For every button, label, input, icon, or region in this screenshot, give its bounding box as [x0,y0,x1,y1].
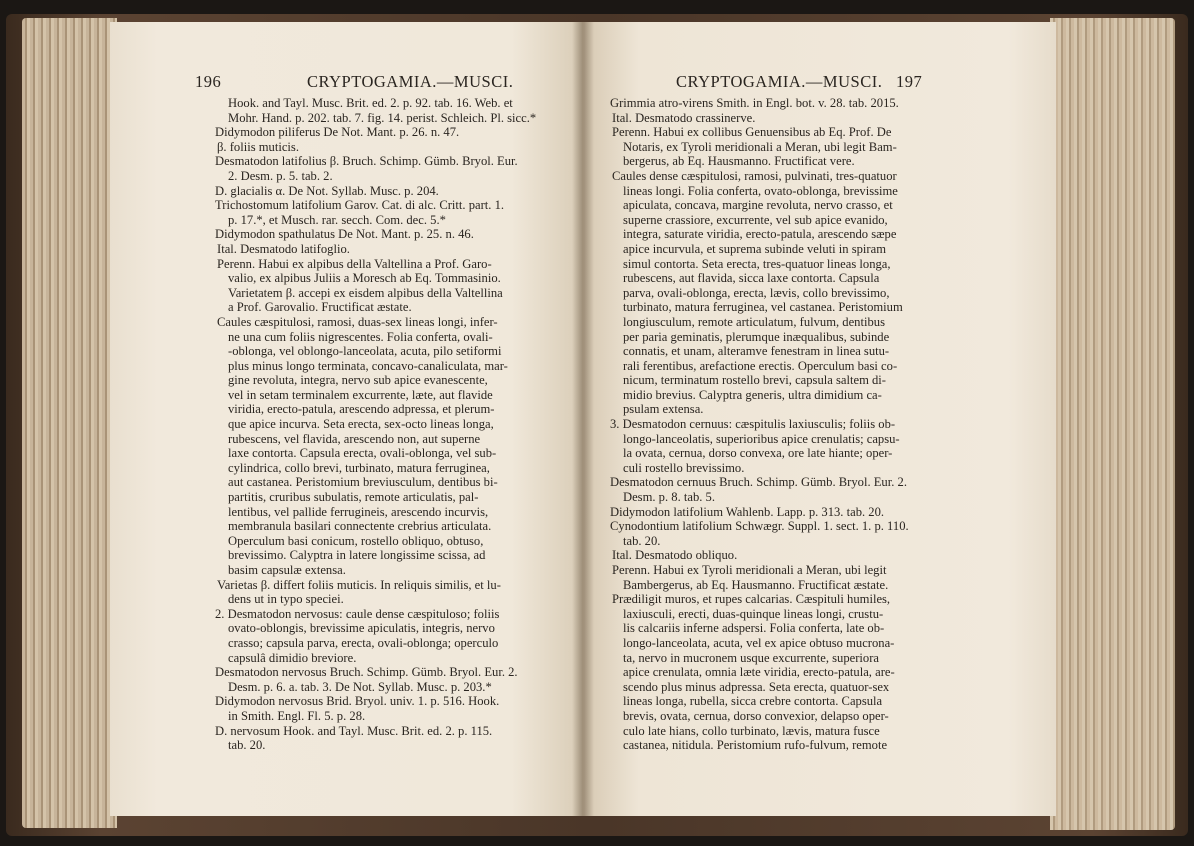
text-line: apice crenulata, omnia læte viridia, erecto-patula, are- [623,665,895,680]
text-line: Caules cæspitulosi, ramosi, duas-sex lineas longi, infer- [217,314,498,329]
text-line: aut castanea. Peristomium breviusculum, dentibus bi- [228,475,498,490]
text-line: bergerus, ab Eq. Hausmanno. Fructificat vere. [623,154,855,169]
text-line: basim capsulæ extensa. [228,563,346,577]
text-line: scendo plus minus adpressa. Seta erecta, quatuor-sex [623,679,890,694]
book-gutter [572,22,594,816]
text-line: Didymodon piliferus De Not. Mant. p. 26. n. 47. [215,125,460,140]
text-line: Ital. Desmatodo latifoglio. [217,241,350,256]
text-line: rubescens, aut flavida, sicca laxe contorta. Capsula [623,271,880,286]
text-line: partitis, cruribus subulatis, remote articulatis, pal- [228,490,479,505]
text-line: tab. 20. [623,533,661,548]
text-line: Desmatodon cernuus Bruch. Schimp. Gümb. Bryol. Eur. 2. [610,475,907,490]
text-line: a Prof. Garovalio. Fructificat æstate. [228,300,412,315]
text-line: integra, saturate viridia, erecto-patula, arescendo sæpe [623,227,897,242]
text-line: longo-lanceolatis, superioribus apice crenulatis; capsu- [623,431,900,446]
text-line: psulam extensa. [623,402,704,417]
text-line: lentibus, vel pallide ferrugineis, arescendo incurvis, [228,504,489,519]
page-number: 196 [195,72,222,91]
text-line: que apice incurva. Seta erecta, sex-octo lineas longa, [228,417,494,432]
text-line: brevis, ovata, cernua, dorso convexior, delapso oper- [623,708,889,723]
text-line: p. 17.*, et Musch. rar. secch. Com. dec. 5.* [228,212,446,227]
text-line: connatis, et unam, alteramve fenestram in linea sutu- [623,344,890,359]
text-line: Perenn. Habui ex alpibus della Valtellina a Prof. Garo- [217,256,492,271]
text-line: parva, ovali-oblonga, erecta, lævis, collo brevissimo, [623,285,890,300]
text-line: Varietas β. differt foliis muticis. In reliquis similis, et lu- [217,577,501,592]
body-text [215,96,536,753]
text-line: cylindrica, collo brevi, turbinato, matura ferruginea, [228,460,490,475]
page-edges-left [22,18,117,828]
text-line: Desm. p. 6. a. tab. 3. De Not. Syllab. Musc. p. 203.* [228,679,492,694]
text-line: Perenn. Habui ex Tyroli meridionali a Meran, ubi legit [612,563,887,577]
text-line: Operculum basi conicum, rostello obliquo, obtuso, [228,533,484,548]
text-line: membranula basilari connectente crebrius articulata. [228,519,492,534]
text-line: viridia, erecto-patula, arescendo adpressa, et plerum- [228,402,495,417]
text-line: in Smith. Engl. Fl. 5. p. 28. [228,708,366,723]
text-line: Caules dense cæspitulosi, ramosi, pulvinati, tres-quatuor [612,168,897,183]
text-line: Desmatodon nervosus Bruch. Schimp. Gümb. Bryol. Eur. 2. [215,665,518,680]
text-line: tab. 20. [228,738,266,753]
text-line: plus minus longo terminata, concavo-canaliculata, mar- [228,358,508,373]
text-line: Grimmia atro-virens Smith. in Engl. bot. v. 28. tab. 2015. [610,96,899,110]
text-line: superne crassiore, excurrente, vel sub apice evanido, [623,212,888,227]
text-line: lis calcariis inferne adspersi. Folia conferta, late ob- [623,621,885,636]
text-line: Didymodon spathulatus De Not. Mant. p. 25. n. 46. [215,227,474,242]
body-text [610,96,909,753]
right-page [582,22,1056,816]
text-line: Perenn. Habui ex collibus Genuensibus ab Eq. Prof. De [612,125,892,140]
left-page [110,22,582,816]
text-line: capsulâ dimidio breviore. [228,650,357,665]
text-line: Cynodontium latifolium Schwægr. Suppl. 1. sect. 1. p. 110. [610,519,909,534]
text-line: D. glacialis α. De Not. Syllab. Musc. p. 204. [215,183,439,198]
text-line: Desmatodon latifolius β. Bruch. Schimp. Gümb. Bryol. Eur. [215,154,518,169]
text-line: lineas longa, rubella, sicca crebre contorta. Capsula [623,694,883,709]
text-line: apice incurvula, et suprema subinde veluti in spiram [623,241,886,256]
running-head: CRYPTOGAMIA.—MUSCI. [676,72,883,91]
text-line: longiusculum, remote articulatum, fulvum, dentibus [623,314,885,329]
text-line: 3. Desmatodon cernuus: cæspitulis laxiusculis; foliis ob- [610,417,896,432]
text-line: brevissimo. Calyptra in latere longissime scissa, ad [228,548,486,563]
text-line: Didymodon latifolium Wahlenb. Lapp. p. 313. tab. 20. [610,504,885,519]
text-line: laxe contorta. Capsula erecta, ovali-oblonga, vel sub- [228,446,497,461]
text-line: Varietatem β. accepi ex eisdem alpibus della Valtellina [228,285,503,300]
text-line: Bambergerus, ab Eq. Hausmanno. Fructificat æstate. [623,577,889,592]
text-line: Prædiligit muros, et rupes calcarias. Cæspituli humiles, [612,592,891,607]
text-line: simul contorta. Seta erecta, tres-quatuor lineas longa, [623,256,891,271]
running-head: CRYPTOGAMIA.—MUSCI. [307,72,514,91]
text-line: Desm. p. 8. tab. 5. [623,490,715,505]
text-line: Ital. Desmatodo obliquo. [612,548,738,563]
text-line: ta, nervo in mucronem usque excurrente, superiora [623,650,879,665]
text-line: culi rostello brevissimo. [623,460,745,475]
text-line: 2. Desmatodon nervosus: caule dense cæspituloso; foliis [215,606,500,621]
text-line: dens ut in typo speciei. [228,592,344,607]
text-line: crasso; capsula parva, erecta, ovali-oblonga; operculo [228,635,499,650]
text-line: gine revoluta, integra, nervo sub apice evanescente, [228,373,488,388]
text-line: lineas longi. Folia conferta, ovato-oblonga, brevissime [623,183,898,198]
page-number: 197 [896,72,923,91]
text-line: 2. Desm. p. 5. tab. 2. [228,168,333,183]
text-line: per paria geminatis, plerumque inæqualibus, subinde [623,329,890,344]
text-line: Mohr. Hand. p. 202. tab. 7. fig. 14. perist. Schleich. Pl. sicc.* [228,110,537,125]
text-line: Notaris, ex Tyroli meridionali a Meran, ubi legit Bam- [623,139,897,154]
text-line: apiculata, concava, margine revoluta, nervo crasso, et [623,198,893,213]
text-line: rubescens, vel flavida, arescendo non, aut superne [228,431,481,446]
text-line: turbinato, matura ferruginea, vel castanea. Peristomium [623,300,903,315]
text-line: castanea, nitidula. Peristomium rufo-fulvum, remote [623,738,888,753]
text-line: rali ferentibus, arefactione erectis. Operculum basi co- [623,358,898,373]
text-line: la ovata, cernua, dorso convexa, ore late hiante; oper- [623,446,893,461]
text-line: β. foliis muticis. [217,139,299,154]
text-line: culo late hians, collo turbinato, lævis, matura fusce [623,723,880,738]
text-line: laxiusculi, erecti, duas-quinque lineas longi, crustu- [623,606,884,621]
page-edges-right [1050,18,1175,830]
text-line: valio, ex alpibus Juliis a Moresch ab Eq. Tommasinio. [228,271,501,286]
text-line: Ital. Desmatodo crassinerve. [612,110,756,125]
text-line: Hook. and Tayl. Musc. Brit. ed. 2. p. 92. tab. 16. Web. et [228,96,513,110]
text-line: longo-lanceolata, acuta, vel ex apice obtuso mucrona- [623,635,895,650]
text-line: ovato-oblongis, brevissime apiculatis, integris, nervo [228,621,495,636]
text-line: D. nervosum Hook. and Tayl. Musc. Brit. ed. 2. p. 115. [215,723,493,738]
text-line: vel in setam terminalem excurrente, læte, aut flavide [228,387,493,402]
text-line: -oblonga, vel oblongo-lanceolata, acuta, pilo setiformi [228,344,502,359]
text-line: nicum, terminatum rostello brevi, capsula saltem di- [623,373,886,388]
text-line: Trichostomum latifolium Garov. Cat. di alc. Critt. part. 1. [215,198,505,213]
text-line: Didymodon nervosus Brid. Bryol. univ. 1. p. 516. Hook. [215,694,500,709]
text-line: midio brevius. Calyptra generis, ultra dimidium ca- [623,387,882,402]
text-line: ne una cum foliis nigrescentes. Folia conferta, ovali- [228,329,493,344]
